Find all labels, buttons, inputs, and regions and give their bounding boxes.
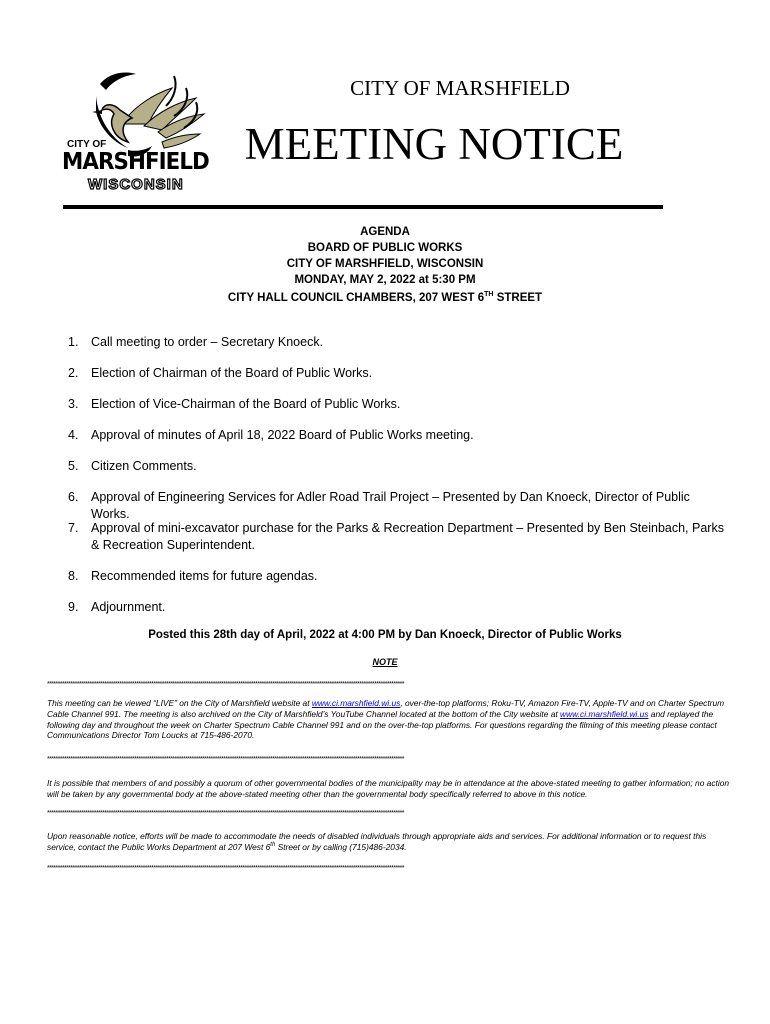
- agenda-label: AGENDA: [360, 226, 410, 238]
- logo-state: WISCONSIN: [88, 176, 184, 193]
- posted-statement: Posted this 28th day of April, 2022 at 4:00 PM by Dan Knoeck, Director of Public Works: [148, 629, 622, 641]
- city-logo: [62, 66, 228, 198]
- city-header: CITY OF MARSHFIELD: [350, 76, 570, 100]
- viewing-notice: This meeting can be viewed “LIVE” on the City of Marshfield website at www.ci.marshfield.wi.us, over-the-top platforms; Roku-TV, Amazon Fire-TV, Apple-TV and on Charter Spectrum Cable Channel 991. The meeting is also archived on the City of Marshfield’s YouTube Channel located at the bottom of the City website at www.ci.marshfield.wi.us and replayed the following day and throughout the week on Charter Spectrum Cable Channel 991 and on the over-the-top platforms. For questions regarding the filming of this meeting please contact Communications Director Tom Loucks at 715-486-2070.: [47, 698, 725, 741]
- separator: ************************************************************************************************************************************************************************: [47, 865, 404, 872]
- separator: ************************************************************************************************************************************************************************: [47, 810, 404, 817]
- page-title: MEETING NOTICE: [244, 119, 624, 169]
- logo-city-of: CITY OF: [67, 139, 107, 150]
- agenda-heading: [60, 224, 710, 306]
- city-state: CITY OF MARSHFIELD, WISCONSIN: [286, 258, 484, 270]
- logo-name: MARSHFIELD: [62, 149, 209, 175]
- note-label: NOTE: [372, 657, 398, 667]
- separator: ************************************************************************************************************************************************************************: [47, 756, 404, 763]
- meeting-location: CITY HALL COUNCIL CHAMBERS, 207 WEST 6TH STREET: [227, 291, 543, 304]
- accessibility-notice: Upon reasonable notice, efforts will be made to accommodate the needs of disabled individuals through appropriate aids and services. For additional information or to request this service, contact the Public Works Department at 207 West 6th Street or by calling (715)486-2034.: [47, 831, 707, 852]
- quorum-notice: It is possible that members of and possibly a quorum of other governmental bodies of the municipality may be in attendance at the above-stated meeting to gather information; no action will be taken by any governmental body at the above-stated meeting other than the governmental body specifically referred to above in this notice.: [47, 778, 730, 799]
- meeting-datetime: MONDAY, MAY 2, 2022 at 5:30 PM: [294, 274, 476, 286]
- website-link[interactable]: www.ci.marshfield.wi.us: [560, 708, 649, 719]
- separator: ************************************************************************************************************************************************************************: [47, 681, 404, 688]
- website-link[interactable]: www.ci.marshfield.wi.us: [311, 698, 401, 708]
- header-divider: [63, 205, 663, 209]
- board-name: BOARD OF PUBLIC WORKS: [307, 242, 463, 254]
